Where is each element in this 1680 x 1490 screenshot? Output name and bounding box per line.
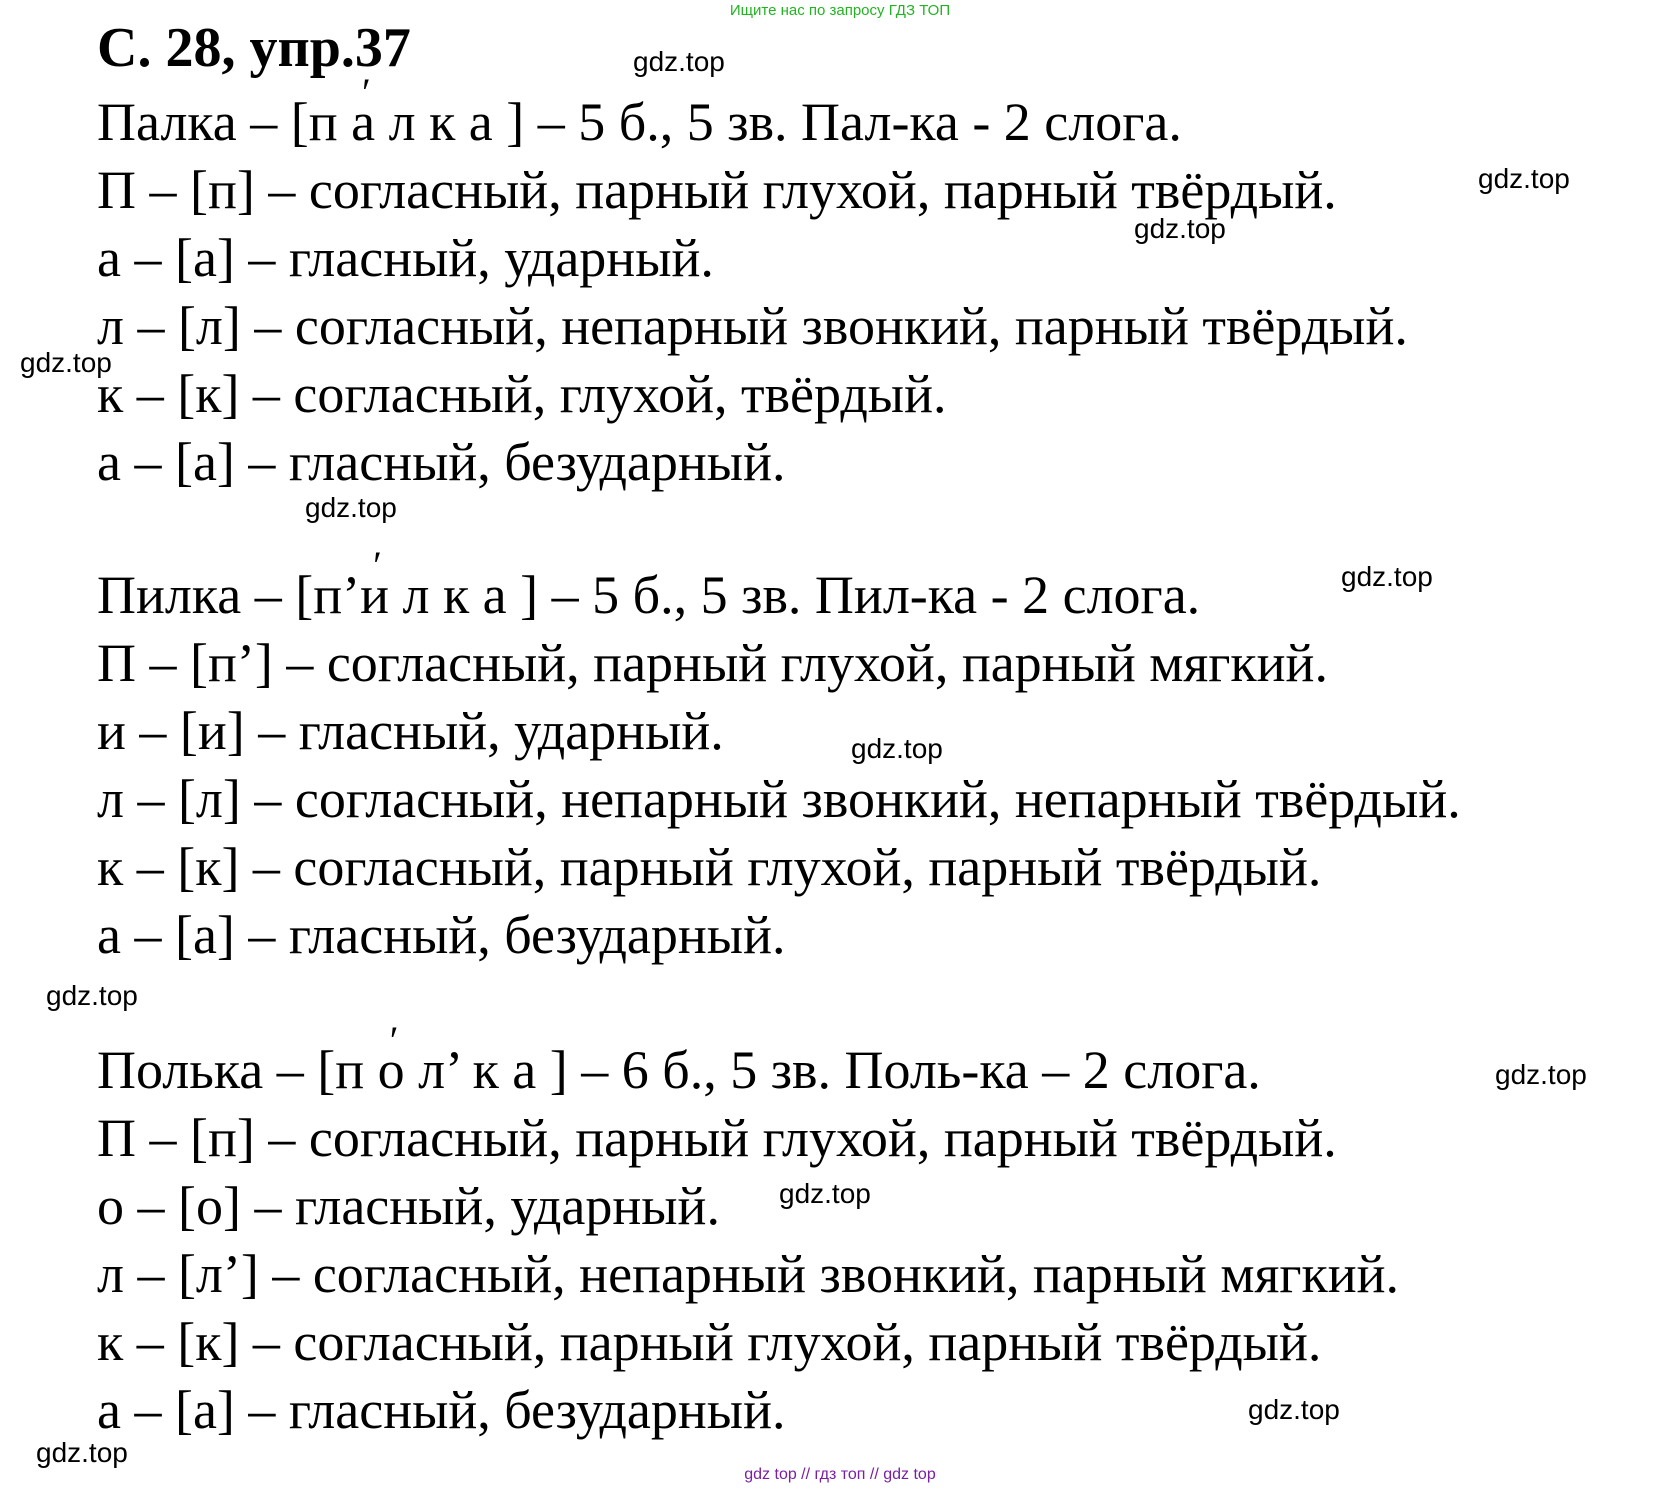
- analysis-line: П – [п’] – согласный, парный глухой, парный мягкий.: [97, 633, 1328, 693]
- analysis-line: л – [л] – согласный, непарный звонкий, парный твёрдый.: [97, 296, 1408, 356]
- word-lead: Палка – [п: [97, 92, 352, 152]
- analysis-line: П – [п] – согласный, парный глухой, парный твёрдый.: [97, 1108, 1337, 1168]
- analysis-line: а – [а] – гласный, безударный.: [97, 905, 786, 965]
- watermark: gdz.top: [779, 1178, 871, 1209]
- page-title: С. 28, упр.37: [97, 17, 411, 79]
- word-heading-2: [97, 565, 1201, 625]
- stressed-vowel: ′ и: [360, 568, 389, 622]
- watermark: gdz.top: [1495, 1059, 1587, 1090]
- stressed-vowel: ′ о: [378, 1043, 405, 1097]
- watermark: gdz.top: [633, 46, 725, 77]
- analysis-line: а – [а] – гласный, безударный.: [97, 1380, 786, 1440]
- analysis-line: к – [к] – согласный, парный глухой, парный твёрдый.: [97, 1312, 1322, 1372]
- analysis-line: П – [п] – согласный, парный глухой, парный твёрдый.: [97, 160, 1337, 220]
- word-rest: л к а ] – 5 б., 5 зв. Пал-ка - 2 слога.: [375, 92, 1182, 152]
- analysis-line: о – [о] – гласный, ударный.: [97, 1176, 720, 1236]
- word-heading-1: [97, 92, 1182, 152]
- watermark: gdz.top: [305, 492, 397, 523]
- watermark: gdz.top: [1248, 1394, 1340, 1425]
- watermark: gdz.top: [1341, 561, 1433, 592]
- analysis-line: к – [к] – согласный, глухой, твёрдый.: [97, 364, 947, 424]
- top-banner: Ищите нас по запросу ГДЗ ТОП: [729, 2, 951, 19]
- analysis-line: а – [а] – гласный, безударный.: [97, 432, 786, 492]
- footer-links: gdz top // гдз топ // gdz top: [744, 1466, 936, 1483]
- watermark: gdz.top: [20, 347, 112, 378]
- word-lead: Пилка – [п’: [97, 565, 361, 625]
- word-rest: л’ к а ] – 6 б., 5 зв. Поль-ка – 2 слога.: [404, 1040, 1261, 1100]
- watermark: gdz.top: [36, 1437, 128, 1468]
- watermark: gdz.top: [1478, 163, 1570, 194]
- analysis-line: и – [и] – гласный, ударный.: [97, 701, 724, 761]
- watermark: gdz.top: [46, 980, 138, 1011]
- analysis-line: л – [л] – согласный, непарный звонкий, непарный твёрдый.: [97, 769, 1461, 829]
- word-lead: Полька – [п: [97, 1040, 378, 1100]
- stressed-vowel: ′ а: [351, 95, 375, 149]
- analysis-line: к – [к] – согласный, парный глухой, парный твёрдый.: [97, 837, 1322, 897]
- watermark: gdz.top: [1134, 213, 1226, 244]
- analysis-line: а – [а] – гласный, ударный.: [97, 228, 714, 288]
- word-heading-3: [97, 1040, 1261, 1100]
- watermark: gdz.top: [851, 733, 943, 764]
- word-rest: л к а ] – 5 б., 5 зв. Пил-ка - 2 слога.: [389, 565, 1201, 625]
- analysis-line: л – [л’] – согласный, непарный звонкий, парный мягкий.: [97, 1244, 1400, 1304]
